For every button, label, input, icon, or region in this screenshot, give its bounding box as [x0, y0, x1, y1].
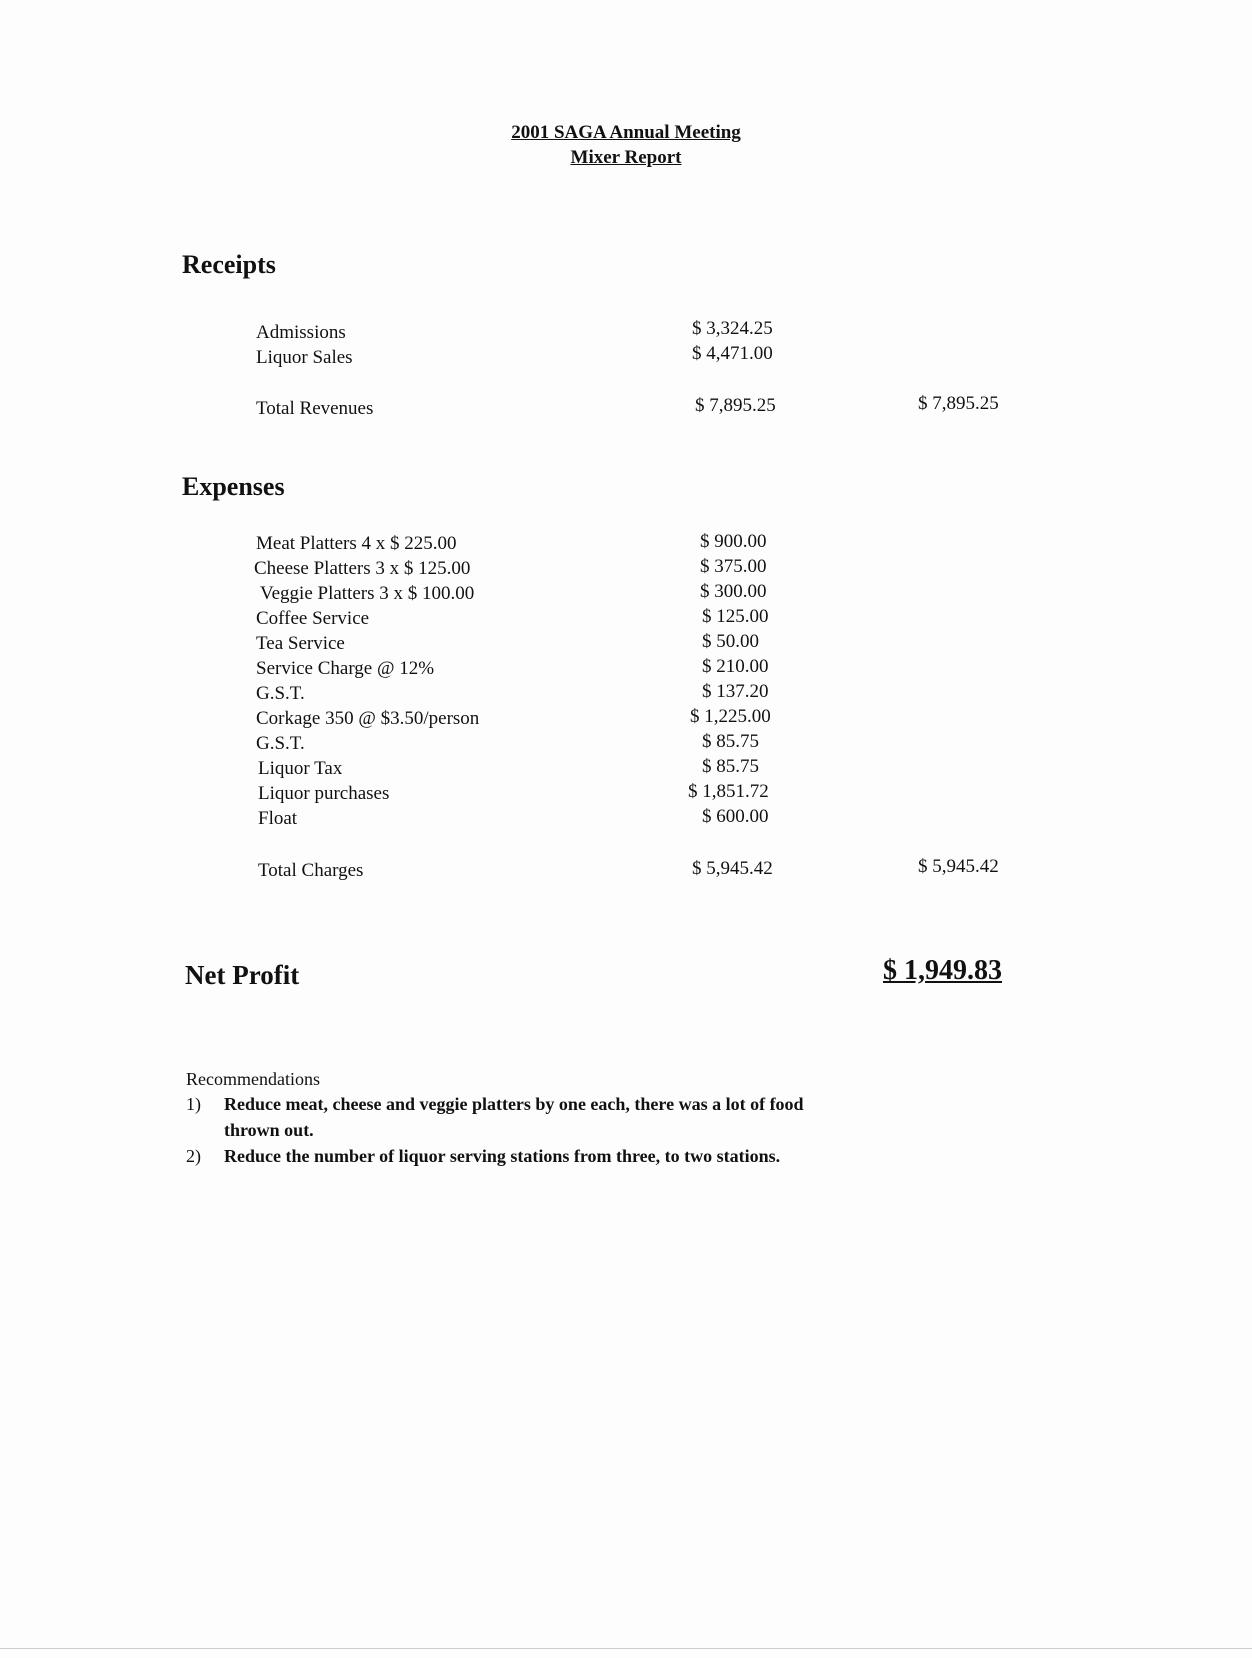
expense-amount: $ 1,851.72 — [688, 781, 769, 802]
expense-label: Corkage 350 @ $3.50/person — [256, 708, 480, 729]
expense-amount: $ 300.00 — [700, 581, 767, 602]
receipts-heading: Receipts — [182, 250, 276, 279]
receipt-amount: $ 3,324.25 — [692, 318, 773, 339]
expense-label: Coffee Service — [256, 608, 370, 629]
expense-label: G.S.T. — [256, 733, 305, 754]
recommendation-text: Reduce the number of liquor serving stations from three, to two stations. — [224, 1146, 781, 1166]
total-charges-label: Total Charges — [258, 860, 364, 881]
expense-amount: $ 85.75 — [702, 731, 759, 752]
recommendation-number: 1) — [186, 1094, 201, 1114]
expense-amount: $ 1,225.00 — [690, 706, 771, 727]
expense-label: Veggie Platters 3 x $ 100.00 — [260, 583, 475, 604]
receipt-amount: $ 4,471.00 — [692, 343, 773, 364]
expense-amount: $ 125.00 — [702, 606, 769, 627]
total-revenues-carried: $ 7,895.25 — [918, 393, 999, 414]
recommendation-item — [186, 1091, 826, 1143]
expense-label: Cheese Platters 3 x $ 125.00 — [254, 558, 471, 579]
recommendation-item — [186, 1143, 906, 1169]
total-revenues-label: Total Revenues — [256, 398, 374, 419]
recommendations-title: Recommendations — [186, 1069, 320, 1089]
expense-label: Liquor purchases — [258, 783, 390, 804]
expense-amount: $ 900.00 — [700, 531, 767, 552]
expense-amount: $ 600.00 — [702, 806, 769, 827]
expense-amount: $ 375.00 — [700, 556, 767, 577]
document-subtitle: Mixer Report — [570, 147, 682, 168]
scan-edge-line — [0, 1648, 1252, 1649]
expense-label: Float — [258, 808, 298, 829]
net-profit-amount: $ 1,949.83 — [883, 955, 1002, 986]
expense-amount: $ 85.75 — [702, 756, 759, 777]
total-charges-amount: $ 5,945.42 — [692, 858, 773, 879]
total-revenues-amount: $ 7,895.25 — [695, 395, 776, 416]
expenses-heading: Expenses — [182, 472, 285, 501]
total-charges-carried: $ 5,945.42 — [918, 856, 999, 877]
expense-label: Liquor Tax — [258, 758, 343, 779]
expense-label: G.S.T. — [256, 683, 305, 704]
expense-amount: $ 137.20 — [702, 681, 769, 702]
expense-label: Service Charge @ 12% — [256, 658, 435, 679]
recommendation-text: Reduce meat, cheese and veggie platters by one each, there was a lot of food thrown out. — [224, 1094, 804, 1140]
expense-label: Meat Platters 4 x $ 225.00 — [256, 533, 457, 554]
receipt-label: Liquor Sales — [256, 347, 353, 368]
receipt-label: Admissions — [256, 322, 346, 343]
net-profit-label: Net Profit — [185, 960, 300, 990]
expense-amount: $ 50.00 — [702, 631, 759, 652]
expense-amount: $ 210.00 — [702, 656, 769, 677]
recommendation-number: 2) — [186, 1146, 201, 1166]
document-title: 2001 SAGA Annual Meeting — [511, 122, 741, 143]
expense-label: Tea Service — [256, 633, 345, 654]
